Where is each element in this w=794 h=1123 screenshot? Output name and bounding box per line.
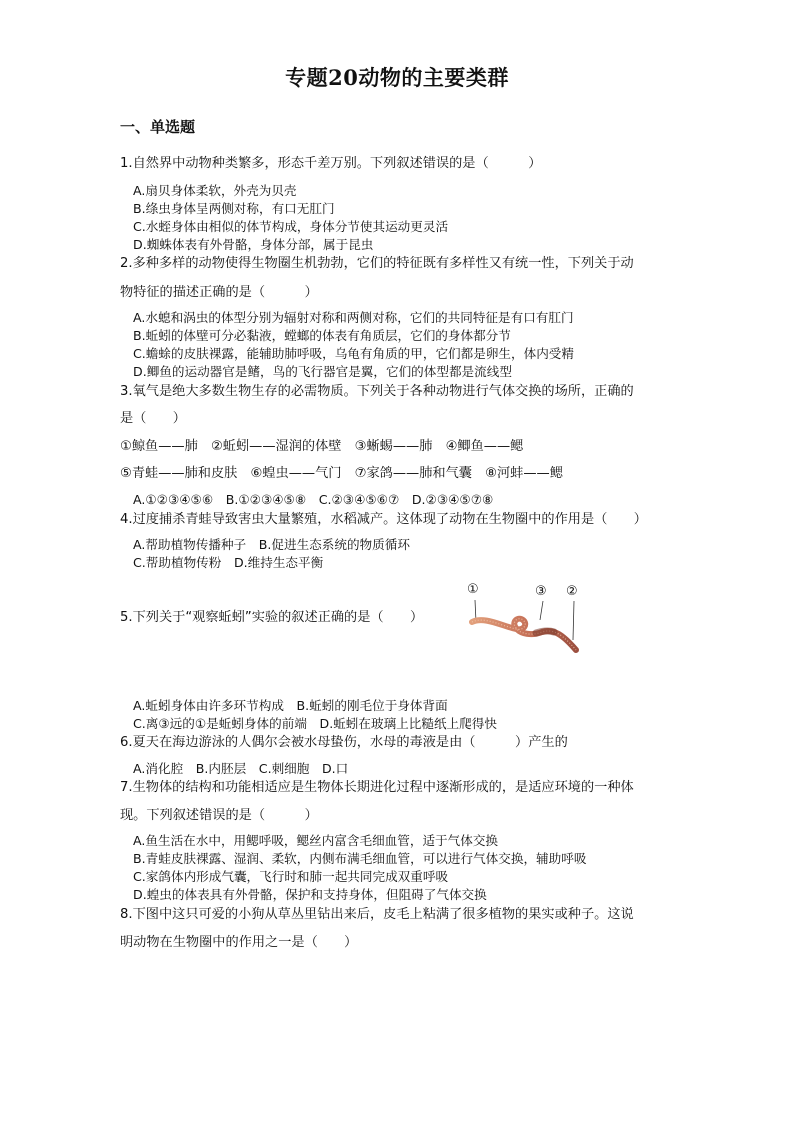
q2-option-a: A.水螅和涡虫的体型分别为辐射对称和两侧对称，它们的共同特征是有口有肛门 xyxy=(133,310,574,325)
figure-label-2: ② xyxy=(566,584,578,599)
q2-stem-line2: 物特征的描述正确的是（ ） xyxy=(120,285,318,300)
q2-option-b: B.蚯蚓的体壁可分必黏液，螳螂的体表有角质层，它们的身体都分节 xyxy=(133,328,511,343)
q3-stem-line2: 是（ ） xyxy=(120,411,186,426)
q2-option-d: D.鲫鱼的运动器官是鳍，鸟的飞行器官是翼，它们的体型都是流线型 xyxy=(133,364,512,379)
q5-options-ab: A.蚯蚓身体由许多环节构成 B.蚯蚓的刚毛位于身体背面 xyxy=(133,698,448,713)
q4-stem: 4.过度捕杀青蛙导致害虫大量繁殖，水稻减产。这体现了动物在生物圈中的作用是（ ） xyxy=(120,512,647,527)
page-title: 专题20动物的主要类群 xyxy=(285,65,509,90)
q7-stem-line2: 现。下列叙述错误的是（ ） xyxy=(120,808,318,823)
earthworm-figure xyxy=(464,582,586,658)
q3-stem-line1: 3.氧气是绝大多数生物生存的必需物质。下列关于各种动物进行气体交换的场所，正确的 xyxy=(120,384,634,399)
q8-stem-line2: 明动物在生物圈中的作用之一是（ ） xyxy=(120,935,358,950)
section-heading: 一、单选题 xyxy=(120,118,196,136)
q4-options-cd: C.帮助植物传粉 D.维持生态平衡 xyxy=(133,555,324,570)
q6-stem: 6.夏天在海边游泳的人偶尔会被水母蛰伤，水母的毒液是由（ ）产生的 xyxy=(120,735,568,750)
q7-option-d: D.蝗虫的体表具有外骨骼，保护和支持身体，但阻碍了气体交换 xyxy=(133,887,487,902)
q7-option-c: C.家鸽体内形成气囊，飞行时和肺一起共同完成双重呼吸 xyxy=(133,869,449,884)
q2-option-c: C.蟾蜍的皮肤裸露，能辅助肺呼吸，乌龟有角质的甲，它们都是卵生，体内受精 xyxy=(133,346,574,361)
q1-option-b: B.绦虫身体呈两侧对称，有口无肛门 xyxy=(133,201,335,216)
q5-stem: 5.下列关于“观察蚯蚓”实验的叙述正确的是（ ） xyxy=(120,610,424,625)
q5-options-cd: C.离③远的①是蚯蚓身体的前端 D.蚯蚓在玻璃上比糙纸上爬得快 xyxy=(133,716,497,731)
q1-option-a: A.扇贝身体柔软，外壳为贝壳 xyxy=(133,183,297,198)
q8-stem-line1: 8.下图中这只可爱的小狗从草丛里钻出来后，皮毛上粘满了很多植物的果实或种子。这说 xyxy=(120,907,634,922)
figure-label-1: ① xyxy=(467,582,479,597)
q3-pairs-row2: ⑤青蛙——肺和皮肤 ⑥蝗虫——气门 ⑦家鸽——肺和气囊 ⑧河蚌——鳃 xyxy=(120,466,563,481)
q1-option-d: D.蜘蛛体表有外骨骼，身体分部，属于昆虫 xyxy=(133,237,374,252)
q6-options: A.消化腔 B.内胚层 C.刺细胞 D.口 xyxy=(133,761,349,776)
q3-pairs-row1: ①鲸鱼——肺 ②蚯蚓——湿润的体壁 ③蜥蜴——肺 ④鲫鱼——鳃 xyxy=(120,439,524,454)
q7-stem-line1: 7.生物体的结构和功能相适应是生物体长期进化过程中逐渐形成的，是适应环境的一种体 xyxy=(120,780,634,795)
q7-option-a: A.鱼生活在水中，用鳃呼吸，鳃丝内富含毛细血管，适于气体交换 xyxy=(133,833,499,848)
q3-options: A.①②③④⑤⑥ B.①②③④⑤⑧ C.②③④⑤⑥⑦ D.②③④⑤⑦⑧ xyxy=(133,492,494,507)
q7-option-b: B.青蛙皮肤裸露、湿润、柔软，内侧布满毛细血管，可以进行气体交换，辅助呼吸 xyxy=(133,851,587,866)
q4-options-ab: A.帮助植物传播种子 B.促进生态系统的物质循环 xyxy=(133,537,410,552)
q2-stem-line1: 2.多种多样的动物使得生物圈生机勃勃，它们的特征既有多样性又有统一性，下列关于动 xyxy=(120,256,634,271)
figure-label-3: ③ xyxy=(535,584,547,599)
q1-stem: 1.自然界中动物种类繁多，形态千差万别。下列叙述错误的是（ ） xyxy=(120,156,542,171)
q1-option-c: C.水蛭身体由相似的体节构成，身体分节使其运动更灵活 xyxy=(133,219,449,234)
